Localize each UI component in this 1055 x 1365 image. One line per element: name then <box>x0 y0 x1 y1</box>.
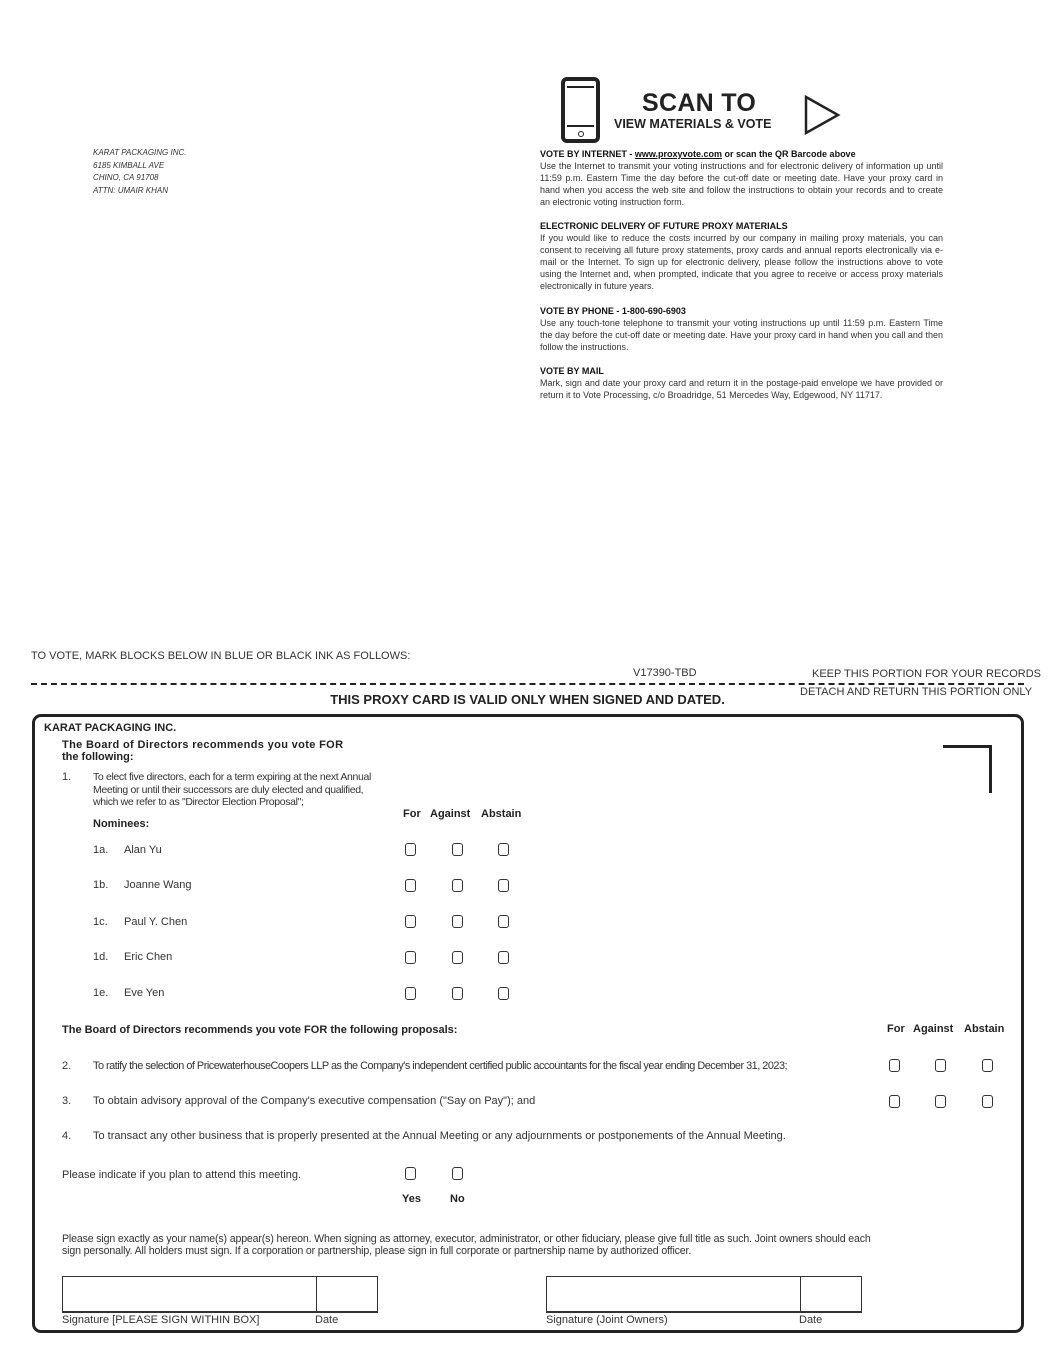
electronic-delivery-section <box>540 220 943 292</box>
column-for: For <box>403 808 421 820</box>
vote-by-internet-heading: VOTE BY INTERNET - www.proxyvote.com or scan the QR Barcode above <box>540 149 856 159</box>
board-recommendation-line1: The Board of Directors recommends you vote FOR <box>62 739 344 751</box>
checkbox-abstain[interactable] <box>982 1095 993 1108</box>
checkbox-for[interactable] <box>405 951 416 964</box>
board-recommendation-proposals: The Board of Directors recommends you vote FOR the following proposals: <box>62 1024 458 1036</box>
attend-question: Please indicate if you plan to attend this meeting. <box>62 1169 302 1181</box>
nominee-id: 1c. <box>93 916 108 928</box>
checkbox-for[interactable] <box>889 1059 900 1072</box>
checkbox-abstain[interactable] <box>982 1059 993 1072</box>
date-label: Date <box>799 1314 823 1326</box>
checkbox-against[interactable] <box>452 843 463 856</box>
checkbox-abstain[interactable] <box>498 951 509 964</box>
item-number: 1. <box>62 771 72 783</box>
nominee-id: 1d. <box>93 951 109 963</box>
vote-by-mail-section <box>540 365 943 401</box>
checkbox-attend-no[interactable] <box>452 1167 463 1180</box>
checkbox-for[interactable] <box>405 987 416 1000</box>
nominee-name: Alan Yu <box>124 844 162 856</box>
checkbox-abstain[interactable] <box>498 843 509 856</box>
proposal-number: 3. <box>62 1095 72 1107</box>
company-name: KARAT PACKAGING INC. <box>44 722 177 734</box>
detach-line <box>31 683 1024 685</box>
nominee-name: Paul Y. Chen <box>124 916 188 928</box>
nominee-name: Eve Yen <box>124 987 165 999</box>
nominee-id: 1e. <box>93 987 109 999</box>
play-arrow-icon <box>803 94 843 136</box>
proxyvote-link[interactable]: www.proxyvote.com <box>634 149 723 159</box>
attend-no-label: No <box>450 1193 465 1205</box>
vote-by-internet-section <box>540 148 943 208</box>
proposal-number: 4. <box>62 1130 72 1142</box>
vote-by-phone-heading: VOTE BY PHONE - 1-800-690-6903 <box>540 306 686 316</box>
column-against: Against <box>913 1023 954 1035</box>
address-line: CHINO, CA 91708 <box>93 173 159 182</box>
to-vote-instruction: TO VOTE, MARK BLOCKS BELOW IN BLUE OR BLACK INK AS FOLLOWS: <box>31 650 411 662</box>
board-recommendation-line2: the following: <box>62 751 134 763</box>
scan-subheading: VIEW MATERIALS & VOTE <box>614 117 772 131</box>
proposal-text: To ratify the selection of PricewaterhouseCoopers LLP as the Company's independent certified public accountants for the fiscal year ending December 31, 2023; <box>93 1060 788 1072</box>
mailing-address <box>93 147 187 197</box>
checkbox-against[interactable] <box>452 879 463 892</box>
checkbox-for[interactable] <box>889 1095 900 1108</box>
electronic-delivery-body: If you would like to reduce the costs incurred by our company in mailing proxy materials, you can consent to receiving all future proxy statements, proxy cards and annual reports electronically via e-mail or the Internet. To sign up for electronic delivery, please follow the instructions above to vote using the Internet and, when prompted, indicate that you agree to receive or access proxy materials electronically in future years. <box>540 233 943 291</box>
checkbox-for[interactable] <box>405 915 416 928</box>
checkbox-against[interactable] <box>935 1095 946 1108</box>
vote-by-mail-heading: VOTE BY MAIL <box>540 366 604 376</box>
nominee-name: Joanne Wang <box>124 879 192 891</box>
signature-box[interactable] <box>62 1276 378 1313</box>
checkbox-against[interactable] <box>452 951 463 964</box>
signing-instructions: Please sign exactly as your name(s) appear(s) hereon. When signing as attorney, executor, administrator, or other fiduciary, please give full title as such. Joint owners should each sign personally. All holders must sign. If a corporation or partnership, please sign in full corporate or partnership name by authorized officer. <box>62 1233 871 1257</box>
keep-portion-label: KEEP THIS PORTION FOR YOUR RECORDS <box>812 668 1042 680</box>
address-line: ATTN: UMAIR KHAN <box>93 185 168 195</box>
attend-yes-label: Yes <box>402 1193 421 1205</box>
vote-by-phone-section <box>540 305 943 353</box>
nominee-id: 1b. <box>93 879 109 891</box>
checkbox-attend-yes[interactable] <box>405 1167 416 1180</box>
joint-signature-label: Signature (Joint Owners) <box>546 1314 668 1326</box>
checkbox-abstain[interactable] <box>498 879 509 892</box>
joint-signature-box[interactable] <box>546 1276 862 1313</box>
control-code: V17390-TBD <box>633 667 697 679</box>
proposal-text: To transact any other business that is properly presented at the Annual Meeting or any adjournments or postponements of the Annual Meeting. <box>93 1130 786 1142</box>
checkbox-against[interactable] <box>452 987 463 1000</box>
column-against: Against <box>430 808 471 820</box>
address-line: 6185 KIMBALL AVE <box>93 160 165 170</box>
checkbox-against[interactable] <box>935 1059 946 1072</box>
detach-portion-label: DETACH AND RETURN THIS PORTION ONLY <box>800 686 1033 698</box>
vote-by-internet-body: Use the Internet to transmit your voting instructions and for electronic delivery of information up until 11:59 p.m. Eastern Time the day before the cut-off date or meeting date. Have your proxy card in hand when you access the web site and follow the instructions to obtain your records and to create an electronic voting instruction form. <box>540 161 943 207</box>
checkbox-abstain[interactable] <box>498 987 509 1000</box>
checkbox-abstain[interactable] <box>498 915 509 928</box>
electronic-delivery-heading: ELECTRONIC DELIVERY OF FUTURE PROXY MATERIALS <box>540 221 788 231</box>
column-abstain: Abstain <box>964 1023 1005 1035</box>
registration-corner-mark <box>943 745 992 793</box>
director-election-text: To elect five directors, each for a term expiring at the next Annual Meeting or until their successors are duly elected and qualified, which we refer to as "Director Election Proposal"; <box>93 771 371 808</box>
valid-notice: THIS PROXY CARD IS VALID ONLY WHEN SIGNED AND DATED. <box>330 692 725 707</box>
phone-icon <box>561 77 600 143</box>
checkbox-against[interactable] <box>452 915 463 928</box>
signature-label: Signature [PLEASE SIGN WITHIN BOX] <box>62 1314 260 1326</box>
address-line: KARAT PACKAGING INC. <box>93 148 187 157</box>
scan-heading: SCAN TO <box>642 89 757 117</box>
proposal-text: To obtain advisory approval of the Company's executive compensation ("Say on Pay"); and <box>93 1095 536 1107</box>
nominee-id: 1a. <box>93 844 109 856</box>
checkbox-for[interactable] <box>405 879 416 892</box>
proposal-number: 2. <box>62 1060 72 1072</box>
column-for: For <box>887 1023 905 1035</box>
vote-by-mail-body: Mark, sign and date your proxy card and return it in the postage-paid envelope we have provided or return it to Vote Processing, c/o Broadridge, 51 Mercedes Way, Edgewood, NY 11717. <box>540 378 943 400</box>
date-label: Date <box>315 1314 339 1326</box>
column-abstain: Abstain <box>481 808 522 820</box>
nominee-name: Eric Chen <box>124 951 173 963</box>
nominees-label: Nominees: <box>93 818 150 830</box>
vote-by-phone-body: Use any touch-tone telephone to transmit your voting instructions up until 11:59 p.m. Eastern Time the day before the cut-off date or meeting date. Have your proxy card in hand when you call and then follow the instructions. <box>540 318 943 352</box>
checkbox-for[interactable] <box>405 843 416 856</box>
